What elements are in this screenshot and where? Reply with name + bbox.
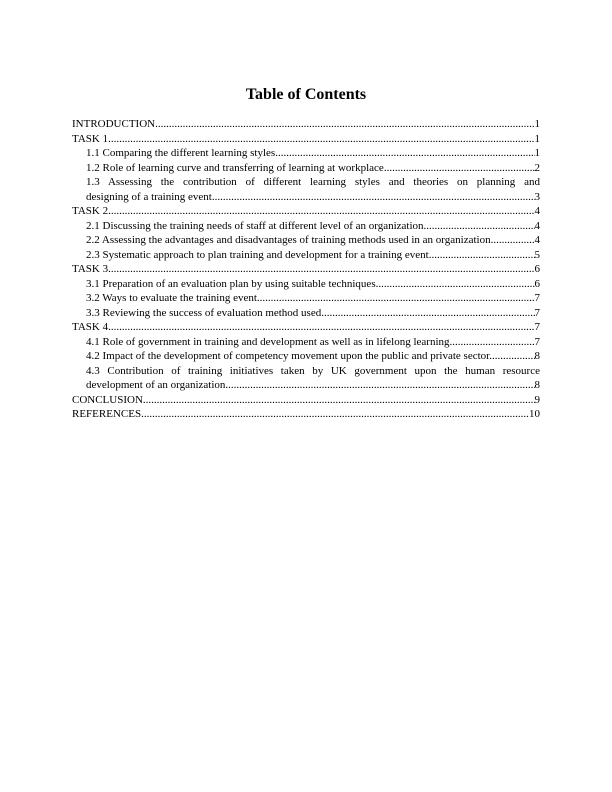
- toc-list: [72, 117, 540, 422]
- toc-entry-1-3[interactable]: [72, 175, 540, 204]
- toc-entry-label: 2.2 Assessing the advantages and disadvantages of training methods used in an organization.: [86, 234, 494, 246]
- toc-leader-dots: [108, 262, 534, 277]
- toc-entry-3-3[interactable]: [72, 306, 540, 321]
- toc-entry-introduction[interactable]: [72, 117, 540, 132]
- toc-entry-label-line-1: 4.3 Contribution of training initiatives taken by UK government upon the human resource: [86, 364, 540, 377]
- toc-page-number: 1: [534, 147, 540, 159]
- toc-leader-dots: [376, 277, 535, 292]
- toc-entry-label: 3.3 Reviewing the success of evaluation method used: [86, 306, 322, 319]
- toc-entry-task-3[interactable]: [72, 262, 540, 277]
- toc-page-number: 10: [529, 408, 540, 420]
- toc-entry-label: 3.1 Preparation of an evaluation plan by using suitable techniques: [86, 277, 376, 290]
- toc-page-number: 4: [534, 205, 540, 217]
- toc-page-number: 7: [534, 321, 540, 333]
- toc-leader-dots: [108, 132, 534, 147]
- toc-leader-dots: [257, 291, 535, 306]
- toc-entry-task-2[interactable]: [72, 204, 540, 219]
- toc-entry-label: 2.3 Systematic approach to plan training and development for a training event: [86, 248, 429, 261]
- toc-leader-dots: [450, 335, 535, 350]
- toc-page-number: 1: [534, 132, 540, 145]
- toc-leader-dots: [275, 146, 534, 161]
- toc-page-number: 2: [534, 161, 540, 174]
- toc-page-number: 8: [534, 379, 540, 391]
- toc-entry-1-2[interactable]: [72, 161, 540, 176]
- toc-leader-dots: [108, 320, 534, 335]
- toc-page-number: 7: [534, 292, 540, 304]
- toc-page-number: 4: [534, 234, 540, 246]
- toc-entry-4-2[interactable]: [72, 349, 540, 364]
- toc-entry-3-2[interactable]: [72, 291, 540, 306]
- toc-entry-label: TASK 3: [72, 263, 109, 275]
- toc-page-number: 7: [534, 335, 540, 348]
- toc-page-number: 6: [534, 277, 540, 290]
- toc-page-number: 9: [534, 393, 540, 406]
- toc-entry-2-2[interactable]: [72, 233, 540, 248]
- toc-leader-dots: [384, 161, 535, 176]
- toc-page-number: 8: [534, 350, 540, 362]
- toc-entry-4-1[interactable]: [72, 335, 540, 350]
- toc-page-number: 7: [534, 306, 540, 319]
- toc-page-number: 5: [534, 248, 540, 261]
- toc-entry-label: TASK 4: [72, 321, 109, 333]
- toc-entry-label-line-1: 1.3 Assessing the contribution of different learning styles and theories on planning and: [86, 176, 540, 188]
- toc-entry-references[interactable]: [72, 407, 540, 422]
- toc-entry-label: 2.1 Discussing the training needs of staff at different level of an organization: [86, 219, 424, 232]
- toc-entry-2-3[interactable]: [72, 248, 540, 263]
- toc-entry-1-1[interactable]: [72, 146, 540, 161]
- toc-leader-dots: [155, 117, 534, 132]
- toc-entry-4-3[interactable]: [72, 364, 540, 393]
- toc-leader-dots: [429, 248, 535, 263]
- toc-entry-label: 1.2 Role of learning curve and transferring of learning at workplace: [86, 161, 384, 174]
- toc-entry-label: TASK 1: [72, 132, 109, 145]
- toc-page-number: 3: [534, 190, 540, 203]
- toc-entry-label: INTRODUCTION: [72, 118, 156, 130]
- toc-entry-label-line-2: development of an organization: [86, 379, 226, 391]
- toc-leader-dots: [212, 190, 535, 205]
- toc-page-number: 4: [534, 219, 540, 232]
- toc-leader-dots: [492, 349, 535, 364]
- toc-entry-label-line-2: designing of a training event: [86, 190, 212, 203]
- toc-entry-label: 1.1 Comparing the different learning styles: [86, 147, 276, 159]
- toc-entry-label: REFERENCES: [72, 408, 142, 420]
- toc-title: Table of Contents: [245, 86, 367, 103]
- toc-entry-task-1[interactable]: [72, 132, 540, 147]
- toc-entry-3-1[interactable]: [72, 277, 540, 292]
- toc-entry-conclusion[interactable]: [72, 393, 540, 408]
- toc-page-number: 1: [534, 118, 540, 130]
- toc-leader-dots: [108, 204, 534, 219]
- toc-entry-label: CONCLUSION: [72, 393, 143, 406]
- toc-leader-dots: [321, 306, 534, 321]
- toc-leader-dots: [424, 219, 535, 234]
- toc-leader-dots: [225, 378, 534, 393]
- toc-entry-task-4[interactable]: [72, 320, 540, 335]
- toc-entry-label: 4.2 Impact of the development of competency movement upon the public and private sector.: [86, 350, 492, 362]
- toc-entry-label: 4.1 Role of government in training and development as well as in lifelong learning: [86, 335, 450, 348]
- toc-leader-dots: [493, 233, 534, 248]
- toc-page-number: 6: [534, 263, 540, 275]
- toc-entry-2-1[interactable]: [72, 219, 540, 234]
- toc-leader-dots: [143, 393, 535, 408]
- toc-entry-label: 3.2 Ways to evaluate the training event: [86, 292, 257, 304]
- toc-entry-label: TASK 2: [72, 205, 109, 217]
- toc-leader-dots: [141, 407, 529, 422]
